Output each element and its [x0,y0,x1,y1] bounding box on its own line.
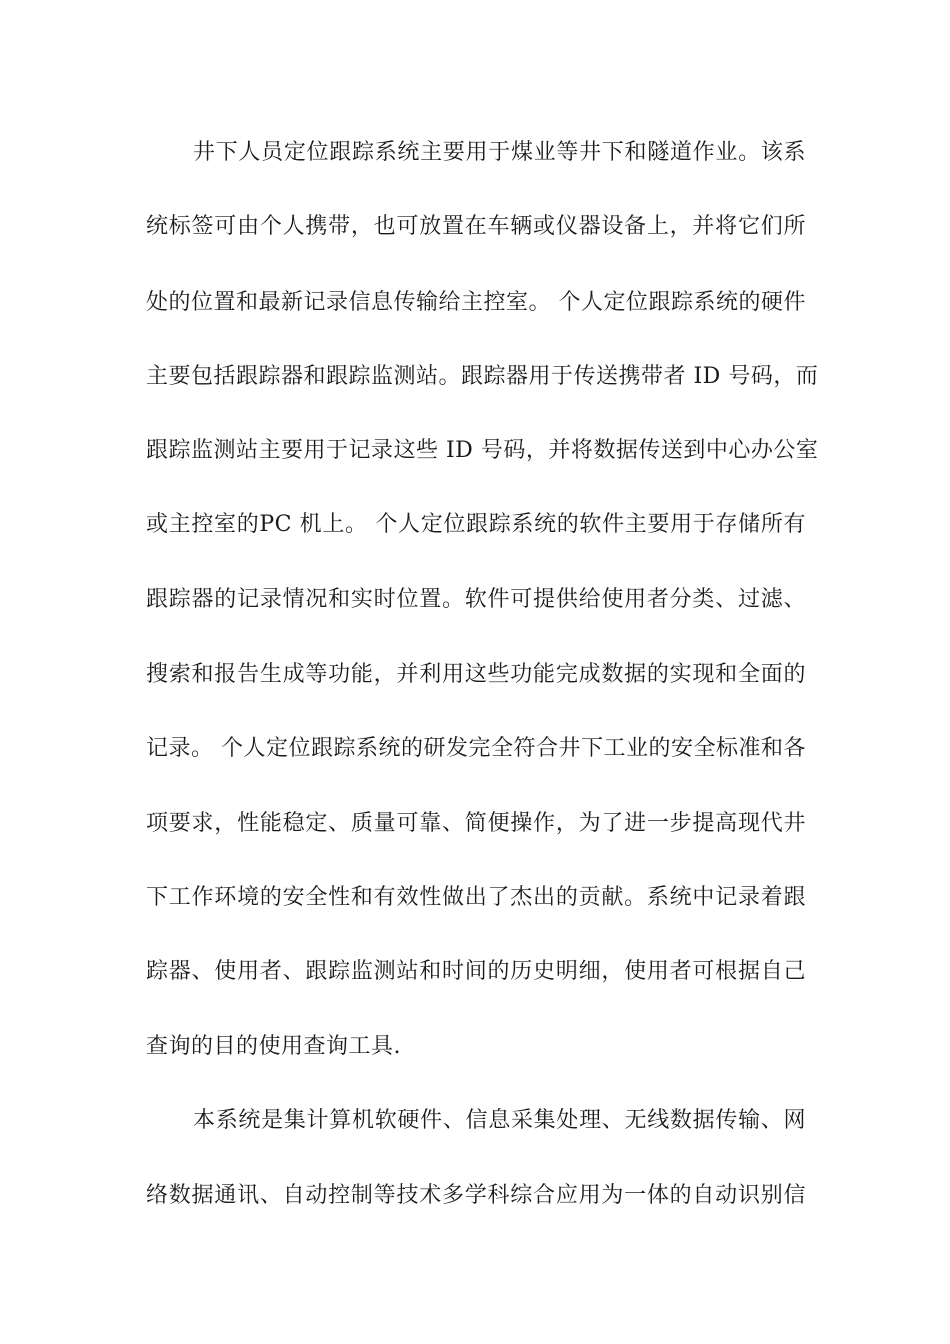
paragraph-line: 跟踪监测站主要用于记录这些 ID 号码，并将数据传送到中心办公室 [146,438,819,463]
paragraph-line: 记录。 个人定位跟踪系统的研发完全符合井下工业的安全标准和各 [146,736,806,761]
paragraph-line: 络数据通讯、自动控制等技术多学科综合应用为一体的自动识别信 [146,1183,806,1208]
paragraph-line: 项要求，性能稳定、质量可靠、简便操作，为了进一步提高现代井 [146,811,806,836]
paragraph-line: 跟踪器的记录情况和实时位置。软件可提供给使用者分类、过滤、 [146,587,806,612]
paragraph-line: 本系统是集计算机软硬件、信息采集处理、无线数据传输、网 [193,1108,806,1133]
paragraph-line: 下工作环境的安全性和有效性做出了杰出的贡献。系统中记录着跟 [146,885,806,910]
paragraph-line: 处的位置和最新记录信息传输给主控室。 个人定位跟踪系统的硬件 [146,290,806,315]
paragraph-line: 井下人员定位跟踪系统主要用于煤业等井下和隧道作业。该系 [193,140,806,165]
paragraph-line: 统标签可由个人携带，也可放置在车辆或仪器设备上，并将它们所 [146,214,806,239]
paragraph-line: 踪器、使用者、跟踪监测站和时间的历史明细，使用者可根据自己 [146,959,806,984]
paragraph-line: 主要包括跟踪器和跟踪监测站。跟踪器用于传送携带者 ID 号码，而 [146,364,819,389]
paragraph-line: 搜索和报告生成等功能，并利用这些功能完成数据的实现和全面的 [146,662,806,687]
paragraph-line: 查询的目的使用查询工具. [146,1034,401,1059]
paragraph-line: 或主控室的PC 机上。 个人定位跟踪系统的软件主要用于存储所有 [146,512,806,537]
